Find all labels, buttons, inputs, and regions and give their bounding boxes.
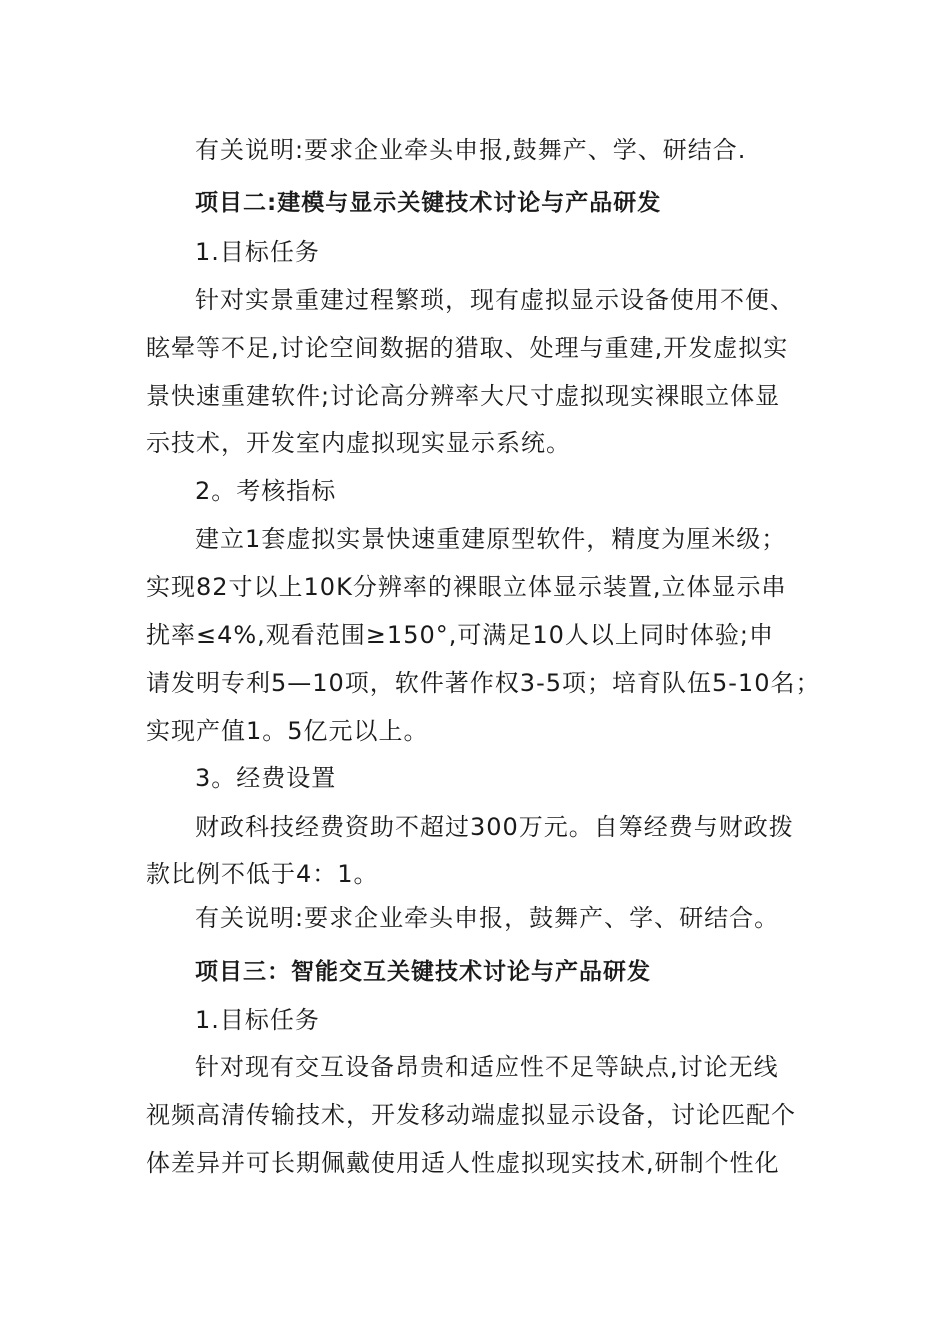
subheading-target-tasks: 1.目标任务	[195, 1006, 320, 1034]
paragraph-line: 实现82寸以上10K分辨率的裸眼立体显示装置,立体显示串	[146, 573, 787, 601]
note-paragraph-1: 有关说明:要求企业牵头申报,鼓舞产、学、研结合.	[195, 136, 747, 164]
note-paragraph-2: 有关说明:要求企业牵头申报，鼓舞产、学、研结合。	[195, 904, 780, 932]
paragraph-line: 财政科技经费资助不超过300万元。自筹经费与财政拨	[195, 813, 794, 841]
paragraph-line: 景快速重建软件;讨论高分辨率大尺寸虚拟现实裸眼立体显	[146, 382, 781, 410]
section-heading-project-2: 项目二:建模与显示关键技术讨论与产品研发	[195, 190, 662, 216]
paragraph-line: 针对实景重建过程繁琐，现有虚拟显示设备使用不便、	[195, 286, 795, 314]
subheading-target-tasks: 1.目标任务	[195, 238, 320, 266]
section-heading-project-3: 项目三：智能交互关键技术讨论与产品研发	[195, 959, 651, 985]
subheading-assessment: 2。考核指标	[195, 477, 337, 505]
paragraph-line: 建立1套虚拟实景快速重建原型软件，精度为厘米级；	[195, 525, 787, 553]
paragraph-line: 示技术，开发室内虚拟现实显示系统。	[146, 429, 571, 457]
paragraph-line: 眩晕等不足,讨论空间数据的猎取、处理与重建,开发虚拟实	[146, 334, 789, 362]
paragraph-line: 体差异并可长期佩戴使用适人性虚拟现实技术,研制个性化	[146, 1149, 780, 1177]
paragraph-line: 视频高清传输技术，开发移动端虚拟显示设备，讨论匹配个	[146, 1101, 796, 1129]
paragraph-line: 扰率≤4%,观看范围≥150°,可满足10人以上同时体验;申	[146, 621, 774, 649]
paragraph-line: 款比例不低于4：1。	[146, 860, 379, 888]
paragraph-line: 请发明专利5—10项，软件著作权3-5项；培育队伍5-10名；	[146, 669, 821, 697]
subheading-funding: 3。经费设置	[195, 764, 337, 792]
paragraph-line: 实现产值1。5亿元以上。	[146, 717, 429, 745]
paragraph-line: 针对现有交互设备昂贵和适应性不足等缺点,讨论无线	[195, 1053, 779, 1081]
